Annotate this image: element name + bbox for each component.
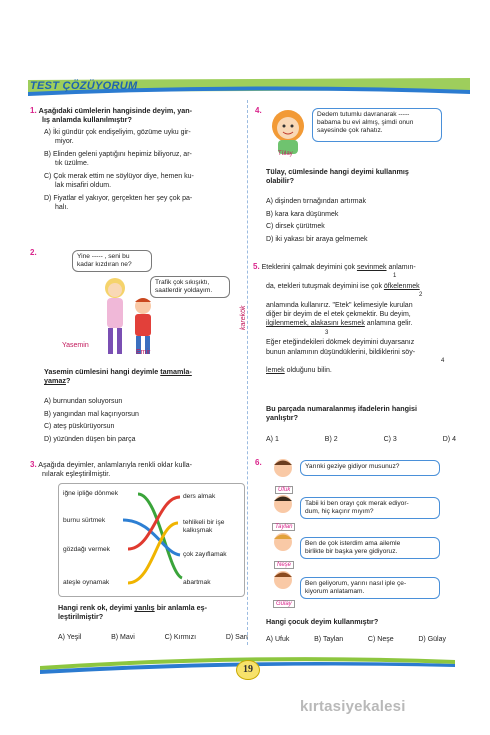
kid-name-gulay: Gülay — [273, 600, 295, 608]
tulay-illustration — [266, 106, 311, 156]
meaning-right-2: tehlikeli bir işe kalkışmak — [182, 519, 242, 535]
idiom-left-2: burnu sürtmek — [63, 517, 106, 524]
q2-option-c[interactable]: C) ateş püskürüyorsun — [44, 423, 115, 430]
q3-stem: Hangi renk ok, deyimi yanlış bir anlamla eş- leştirilmiştir? — [58, 603, 208, 622]
question-6-number: 6. — [255, 458, 262, 467]
kid-name-nese: Neşe — [274, 561, 294, 569]
q6-option-b[interactable]: B) Taylan — [314, 636, 344, 643]
q3-option-d[interactable]: D) Sarı — [225, 634, 248, 641]
q1-options — [44, 128, 244, 212]
q5-option-b[interactable]: B) 2 — [324, 436, 338, 443]
name-emir: Emir — [136, 349, 151, 356]
column-divider — [247, 100, 248, 645]
kids-illustration — [268, 456, 298, 606]
page-title: TEST ÇÖZÜYORUM — [30, 80, 138, 92]
q4-option-b[interactable]: B) kara kara düşünmek — [266, 210, 339, 218]
question-2-number: 2. — [30, 248, 37, 257]
q2-options — [44, 396, 139, 446]
q4-options — [266, 196, 368, 246]
ufuk-speech-bubble: Yarınki geziye gidiyor musunuz? — [300, 460, 440, 476]
q2-option-a[interactable]: A) burnundan soluyorsun — [44, 398, 123, 405]
q2-option-d[interactable]: D) yüzünden düşen bin parça — [44, 435, 136, 443]
q1-option-c[interactable]: C) Çok merak ettim ne söylüyor diye, hemen ku- lak misafiri oldum. — [44, 173, 194, 189]
q3-option-c[interactable]: C) Kırmızı — [164, 634, 197, 641]
q6-options — [266, 635, 446, 644]
question-number: 1. — [30, 106, 37, 115]
q1-option-d[interactable]: D) Fiyatlar el yakıyor, gerçekten her şey çok pa- halı. — [44, 195, 193, 211]
question-4-number: 4. — [255, 106, 262, 115]
q4-option-d[interactable]: D) iki yakası bir araya gelmemek — [266, 235, 368, 243]
question-5-passage: 5. Eteklerini çalmak deyimini çok sevinmek anlamın- 1 da, etekleri tutuşmak deyimini ise çok öfkelenmek 2 anlamında kullanırız. "Etek" kelimesiyle kurulan diğer bir deyim de el etek çekmektir. Bu deyim, ilgilenmemek, alakasını kesmek anlamına gelir. 3 Eğer eteğindekileri dökmek deyimini duyarsanız bunun anlamının düşündüklerini, bildiklerini söy- 4 lemek olduğunu bilin. — [253, 262, 445, 375]
idiom-left-1: iğne ipliğe dönmek — [63, 490, 118, 497]
q5-stem: Bu parçada numaralanmış ifadelerin hangisi yanlıştır? — [266, 404, 417, 423]
watermark: kırtasiyekalesi — [300, 698, 406, 715]
q5-options — [266, 435, 456, 444]
name-yasemin: Yasemin — [62, 342, 89, 349]
yasemin-speech-bubble: Yine ----- , seni bu kadar kızdıran ne? — [72, 250, 152, 272]
idiom-left-3: gözdağı vermek — [63, 546, 110, 553]
q1-option-b[interactable]: B) Elinden geleni yaptığını hepimiz biliyoruz, ar- tık üzülme. — [44, 151, 192, 167]
q4-stem: Tülay, cümlesinde hangi deyimi kullanmış olabilir? — [266, 167, 409, 186]
taylan-speech-bubble: Tabii ki ben orayı çok merak ediyor- dum, hiç kaçırır mıyım? — [300, 497, 440, 519]
name-tulay: Tülay — [278, 151, 293, 157]
question-3: 3. Aşağıda deyimler, anlamlarıyla renkli oklar kulla- nılarak eşleştirilmiştir. — [30, 460, 193, 479]
q3-options — [58, 633, 248, 642]
q4-option-a[interactable]: A) dişinden tırnağından artırmak — [266, 198, 367, 205]
gulay-speech-bubble: Ben geliyorum, yarını nasıl iple çe- kiyorum anlatamam. — [300, 577, 440, 599]
idiom-left-4: ateşle oynamak — [63, 579, 110, 586]
meaning-right-4: abartmak — [183, 579, 211, 586]
q3-option-b[interactable]: B) Mavi — [111, 634, 135, 641]
kid-name-ufuk: Ufuk — [275, 486, 293, 494]
q2-stem: Yasemin cümlesini hangi deyimle tamamla- yamaz? — [44, 367, 192, 386]
q6-option-a[interactable]: A) Ufuk — [266, 636, 290, 643]
q5-option-c[interactable]: C) 3 — [383, 436, 397, 443]
q6-option-c[interactable]: C) Neşe — [367, 636, 394, 643]
meaning-right-1: ders almak — [183, 493, 216, 500]
q1-option-a[interactable]: A) İki gündür çok endişeliyim, gözüme uyku gir- miyor. — [44, 129, 191, 145]
side-brand: karekök — [240, 305, 247, 330]
q5-option-d[interactable]: D) 4 — [442, 436, 456, 443]
emir-speech-bubble: Trafik çok sıkışıktı, saatlerdir yoldayım. — [150, 276, 230, 298]
q4-option-c[interactable]: C) dirsek çürütmek — [266, 223, 325, 230]
tulay-speech-bubble: Dedem tutumlu davranarak ----- babama bu evi almış, şimdi onun sayesinde çok rahatız. — [312, 108, 442, 142]
q6-option-d[interactable]: D) Gülay — [418, 636, 446, 643]
kid-name-taylan: Taylan — [272, 523, 295, 531]
page-number: 19 — [236, 660, 260, 680]
q6-stem: Hangi çocuk deyim kullanmıştır? — [266, 617, 379, 626]
nese-speech-bubble: Ben de çok isterdim ama ailemle birlikte bir başka yere gidiyoruz. — [300, 537, 440, 559]
q2-option-b[interactable]: B) yangından mal kaçırıyorsun — [44, 410, 139, 418]
children-illustration — [95, 270, 165, 360]
question-1: 1. Aşağıdaki cümlelerin hangisinde deyim, yan- lış anlamda kullanılmıştır? — [30, 106, 193, 125]
q5-option-a[interactable]: A) 1 — [266, 436, 279, 443]
q3-option-a[interactable]: A) Yeşil — [58, 634, 82, 641]
meaning-right-3: çok zayıflamak — [183, 551, 227, 558]
